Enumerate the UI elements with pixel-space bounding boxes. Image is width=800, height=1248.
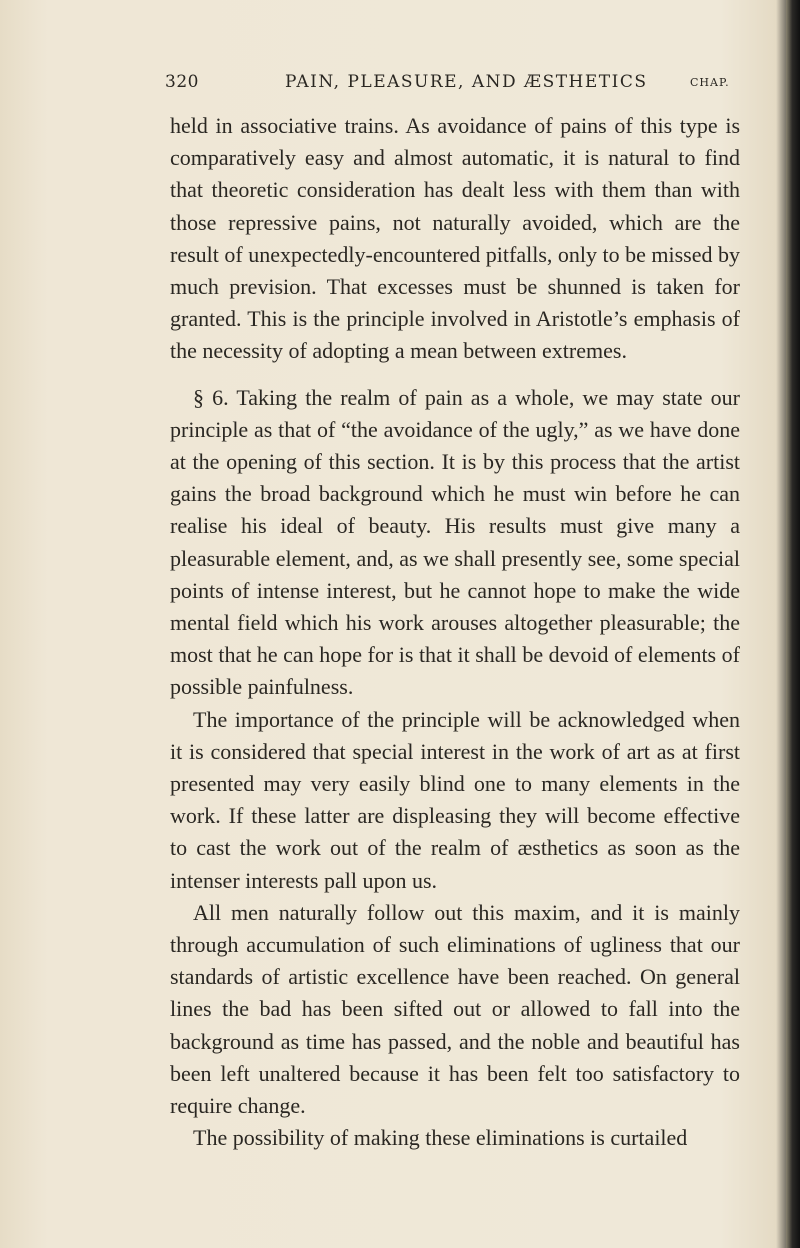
body-text xyxy=(170,110,740,1155)
paragraph: All men naturally follow out this maxim, and it is mainly through accumulation of such eliminations of ugliness that our standards of artistic excellence have been reached. On general lines the bad has been sifted out or allowed to fall into the background as time has passed, and the noble and beautiful has been left unaltered because it has been felt too satisfactory to require change. xyxy=(170,899,740,1119)
paragraph: held in associative trains. As avoidance of pains of this type is comparatively easy and almost automatic, it is natural to find that theoretic consideration has dealt less with them than with those repressive pains, not naturally avoided, which are the result of unexpectedly-encountered pitfalls, only to be missed by much prevision. That excesses must be shunned is taken for granted. This is the principle involved in Aristotle’s emphasis of the necessity of adopting a mean between extremes. xyxy=(170,113,741,364)
page-number: 320 xyxy=(165,72,199,92)
paragraph: § 6. Taking the realm of pain as a whole, we may state our principle as that of “the avoidance of the ugly,” as we have done at the opening of this section. It is by this process that the artist gains the broad background which he must win before he can realise his ideal of beauty. His results must give many a pleasurable element, and, as we shall presently see, some special points of intense interest, but he cannot hope to make the wide mental field which his work arouses altogether pleasurable; the most that he can hope for is that it shall be devoid of elements of possible painfulness. xyxy=(170,384,740,700)
paragraph: The importance of the principle will be acknowledged when it is considered that special interest in the work of art as at first presented may very easily blind one to many elements in the work. If these latter are displeasing they will become effective to cast the work out of the realm of æsthetics as soon as the intenser interests pall upon us. xyxy=(170,706,740,893)
paragraph: The possibility of making these eliminations is curtailed xyxy=(193,1125,688,1151)
running-title: PAIN, PLEASURE, AND ÆSTHETICS xyxy=(285,72,648,92)
book-spine-edge xyxy=(786,0,800,1248)
chapter-label: CHAP. xyxy=(690,76,730,89)
